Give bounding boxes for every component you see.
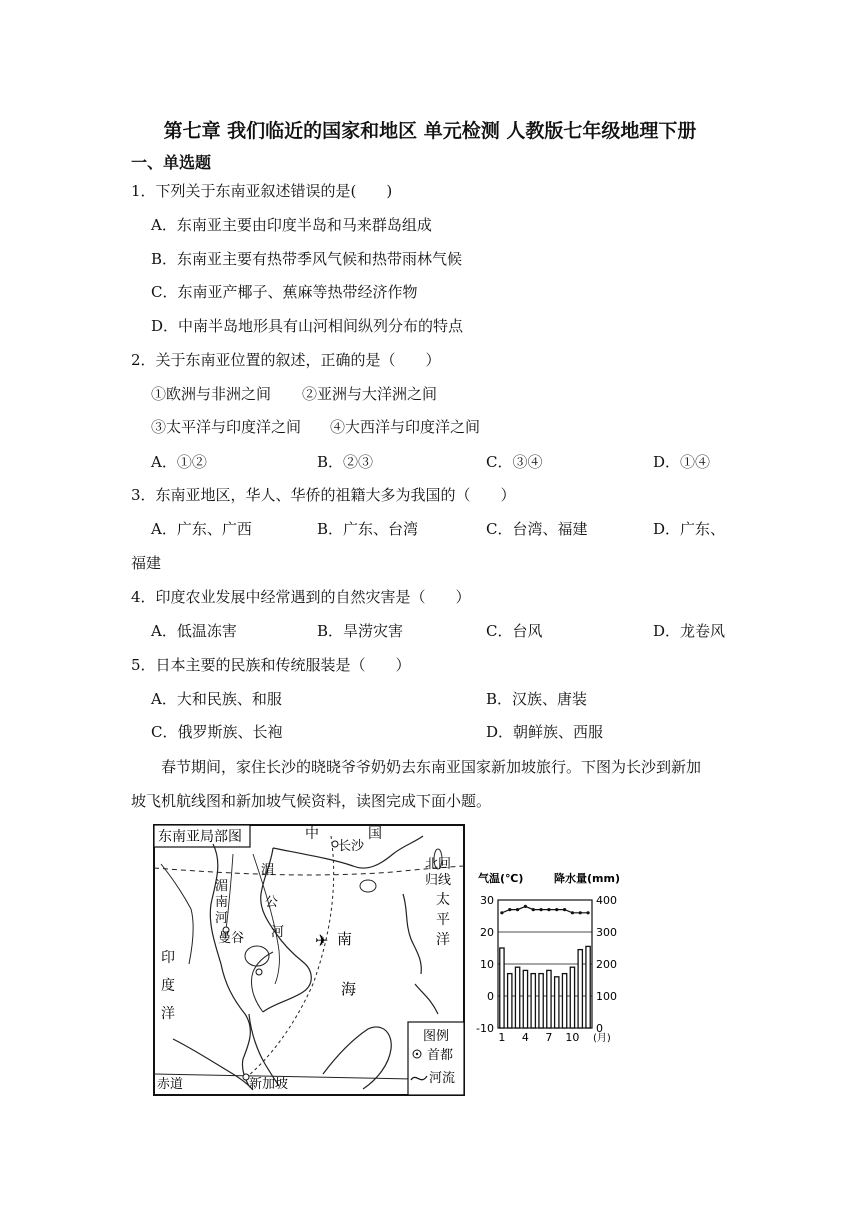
label-mekong-2: 公 — [265, 895, 279, 910]
precipitation-bar — [500, 948, 504, 1028]
q4-option-d[interactable]: D．龙卷风 — [653, 622, 726, 640]
temperature-point — [500, 911, 503, 914]
q2-choice-3: ③太平洋与印度洋之间 — [151, 418, 302, 436]
question-4-stem: 4．印度农业发展中经常遇到的自然灾害是（ ） — [131, 588, 471, 606]
precipitation-bar — [578, 950, 582, 1028]
left-tick-label: 0 — [487, 990, 494, 1003]
q1-option-a[interactable]: A．东南亚主要由印度半岛和马来群岛组成 — [151, 216, 432, 234]
question-2-stem: 2．关于东南亚位置的叙述，正确的是（ ） — [131, 351, 441, 369]
q2-option-c[interactable]: C．③④ — [486, 453, 543, 471]
left-tick-label: 30 — [480, 894, 494, 907]
q3-option-d[interactable]: D．广东、 — [653, 520, 726, 538]
precipitation-bar — [531, 974, 535, 1028]
x-tick-label: 10 — [565, 1031, 580, 1044]
label-menam-1: 湄 — [215, 879, 229, 894]
right-tick-label: 0 — [596, 1022, 603, 1035]
temperature-point — [586, 911, 589, 914]
label-china-2: 国 — [368, 826, 382, 842]
q3-option-c[interactable]: C．台湾、福建 — [486, 520, 588, 538]
temperature-point — [547, 908, 550, 911]
q1-option-d[interactable]: D．中南半岛地形具有山河相间纵列分布的特点 — [151, 317, 464, 335]
singapore-climate-chart — [470, 868, 620, 1044]
map-title: 东南亚局部图 — [158, 829, 242, 845]
passage-line-2: 坡飞机航线图和新加坡气候资料，读图完成下面小题。 — [131, 792, 492, 810]
temperature-point — [516, 908, 519, 911]
precipitation-axis-label: 降水量(mm) — [554, 872, 620, 885]
precipitation-bar — [562, 974, 566, 1028]
label-mekong-3: 河 — [271, 925, 285, 940]
precipitation-bar — [508, 974, 512, 1028]
x-unit-label: (月) — [593, 1033, 611, 1044]
label-indian-3: 洋 — [161, 1006, 175, 1022]
question-1-stem: 1．下列关于东南亚叙述错误的是( ) — [131, 182, 393, 200]
x-tick-label: 4 — [521, 1031, 529, 1044]
page-title: 第七章 我们临近的国家和地区 单元检测 人教版七年级地理下册 — [163, 120, 697, 142]
label-tropic-2: 归线 — [425, 873, 452, 888]
legend-river: 河流 — [429, 1071, 456, 1086]
x-tick-label: 7 — [545, 1031, 553, 1044]
q2-choice-2: ②亚洲与大洋洲之间 — [302, 385, 438, 403]
q5-option-c[interactable]: C．俄罗斯族、长袍 — [151, 723, 283, 741]
q3-option-b[interactable]: B．广东、台湾 — [317, 520, 419, 538]
label-bangkok: 曼谷 — [218, 931, 245, 946]
right-tick-label: 400 — [596, 894, 617, 907]
precipitation-bar — [555, 977, 559, 1028]
q4-option-c[interactable]: C．台风 — [486, 622, 543, 640]
label-scs-1: 南 — [337, 930, 353, 948]
temperature-point — [532, 908, 535, 911]
capital-marker — [256, 969, 262, 975]
precipitation-bar — [570, 967, 574, 1028]
q5-option-a[interactable]: A．大和民族、和服 — [151, 690, 282, 708]
q1-option-b[interactable]: B．东南亚主要有热带季风气候和热带雨林气候 — [151, 250, 463, 268]
passage-line-1: 春节期间，家住长沙的晓晓爷爷奶奶去东南亚国家新加坡旅行。下图为长沙到新加 — [161, 758, 702, 776]
southeast-asia-map — [153, 824, 465, 1096]
label-menam-3: 河 — [215, 911, 229, 926]
right-tick-label: 100 — [596, 990, 617, 1003]
q4-option-b[interactable]: B．旱涝灾害 — [317, 622, 404, 640]
precipitation-bar — [523, 970, 527, 1028]
label-singapore: 新加坡 — [249, 1077, 289, 1092]
label-indian-1: 印 — [161, 950, 175, 966]
legend-title: 图例 — [423, 1029, 450, 1044]
label-indian-2: 度 — [161, 978, 175, 994]
left-tick-label: 10 — [480, 958, 494, 971]
label-pacific-2: 平 — [436, 912, 450, 928]
temperature-point — [508, 908, 511, 911]
temperature-point — [524, 905, 527, 908]
label-pacific-3: 洋 — [436, 932, 450, 948]
question-3-stem: 3．东南亚地区，华人、华侨的祖籍大多为我国的（ ） — [131, 486, 516, 504]
right-tick-label: 300 — [596, 926, 617, 939]
label-scs-2: 海 — [341, 980, 357, 998]
temperature-point — [571, 911, 574, 914]
left-tick-label: 20 — [480, 926, 494, 939]
airplane-icon: ✈ — [315, 931, 329, 950]
q5-option-d[interactable]: D．朝鲜族、西服 — [486, 723, 604, 741]
precipitation-bar — [539, 974, 543, 1028]
temperature-point — [539, 908, 542, 911]
q3-option-d-wrap: 福建 — [131, 554, 162, 572]
temperature-line — [502, 906, 588, 912]
precipitation-bar — [515, 967, 519, 1028]
question-5-stem: 5．日本主要的民族和传统服装是（ ） — [131, 656, 411, 674]
label-changsha: 长沙 — [338, 839, 365, 854]
label-mekong-1: 湄 — [261, 863, 275, 878]
q2-option-d[interactable]: D．①④ — [653, 453, 711, 471]
label-tropic-1: 北回 — [425, 857, 452, 872]
temperature-axis-label: 气温(℃) — [478, 872, 524, 885]
label-china-1: 中 — [305, 826, 319, 842]
x-tick-label: 1 — [498, 1031, 506, 1044]
label-equator: 赤道 — [157, 1077, 184, 1092]
label-menam-2: 南 — [215, 895, 229, 910]
q2-choice-4: ④大西洋与印度洋之间 — [330, 418, 481, 436]
precipitation-bar — [547, 970, 551, 1028]
legend-capital: 首都 — [427, 1048, 454, 1063]
q1-option-c[interactable]: C．东南亚产椰子、蕉麻等热带经济作物 — [151, 283, 418, 301]
q3-option-a[interactable]: A．广东、广西 — [151, 520, 252, 538]
q2-option-b[interactable]: B．②③ — [317, 453, 374, 471]
section-heading: 一、单选题 — [131, 153, 212, 172]
precipitation-bar — [586, 946, 590, 1028]
label-pacific-1: 太 — [436, 892, 450, 908]
temperature-point — [555, 908, 558, 911]
q2-option-a[interactable]: A．①② — [151, 453, 207, 471]
right-tick-label: 200 — [596, 958, 617, 971]
q4-option-a[interactable]: A．低温冻害 — [151, 622, 237, 640]
left-tick-label: -10 — [476, 1022, 494, 1035]
q5-option-b[interactable]: B．汉族、唐装 — [486, 690, 588, 708]
temperature-point — [579, 911, 582, 914]
q2-choice-1: ①欧洲与非洲之间 — [151, 385, 272, 403]
temperature-point — [563, 908, 566, 911]
